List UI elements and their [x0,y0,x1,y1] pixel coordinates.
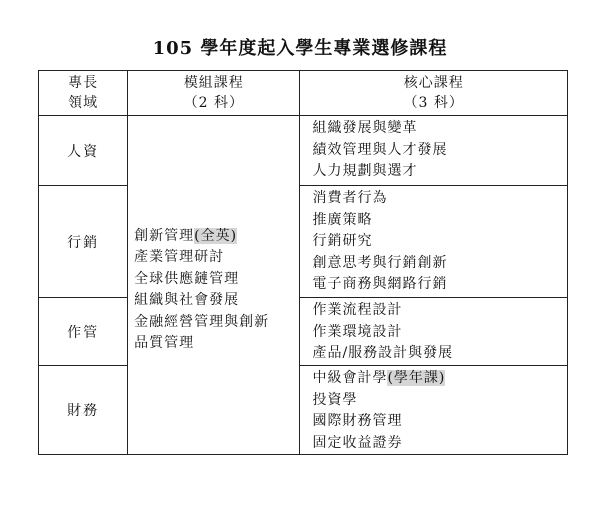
core-course: 推廣策略 [312,211,373,228]
header-field-line2: 領域 [68,95,99,111]
core-course: 創意思考與行銷創新 [312,254,448,271]
full-year-tag: (學年課) [387,370,446,386]
field-finance: 財務 [39,366,128,455]
core-course: 產品/服務設計與發展 [312,345,454,361]
core-course: 人力規劃與選才 [312,163,418,179]
field-marketing: 行銷 [39,186,128,298]
core-course: 組織發展與變革 [312,120,418,136]
module-course-4: 金融經營管理與創新 [134,313,270,330]
header-module [128,71,300,116]
table-row-finance [39,366,568,455]
core-course: 中級會計學(學年課) [312,370,446,386]
header-core-line2: （3 科） [403,95,464,111]
core-course: 投資學 [312,391,358,408]
module-course-5: 品質管理 [134,335,195,351]
header-core [300,71,568,116]
header-field-line1: 專長 [68,75,99,91]
table-row-hr [39,116,568,186]
english-tag: (全英) [194,227,238,244]
core-course: 消費者行為 [312,190,388,206]
core-course: 績效管理與人才發展 [312,141,448,158]
header-field [39,71,128,116]
course-table [38,70,568,455]
header-module-line1: 模組課程 [183,75,244,91]
page-title: 105 學年度起入學生專業選修課程 [152,38,448,59]
header-module-line2: （2 科） [183,95,244,111]
core-finance [300,366,568,455]
module-course-3: 組織與社會發展 [134,292,240,308]
core-course: 國際財務管理 [312,413,403,429]
core-marketing [300,186,568,298]
table-row-marketing [39,186,568,298]
table-row-ops [39,298,568,366]
field-hr: 人資 [39,116,128,186]
module-course-0: 創新管理(全英) [134,227,238,244]
field-ops: 作管 [39,298,128,366]
core-course: 固定收益證券 [312,434,403,451]
module-course-1: 產業管理研討 [134,249,225,265]
core-hr [300,116,568,186]
module-course-2: 全球供應鏈管理 [134,270,240,287]
module-courses-cell [128,116,300,455]
core-course: 作業流程設計 [312,302,403,318]
core-course: 作業環境設計 [312,323,403,340]
core-course: 電子商務與網路行銷 [312,276,448,292]
core-ops [300,298,568,366]
header-core-line1: 核心課程 [403,75,464,91]
table-header-row [39,71,568,116]
core-course: 行銷研究 [312,233,373,249]
